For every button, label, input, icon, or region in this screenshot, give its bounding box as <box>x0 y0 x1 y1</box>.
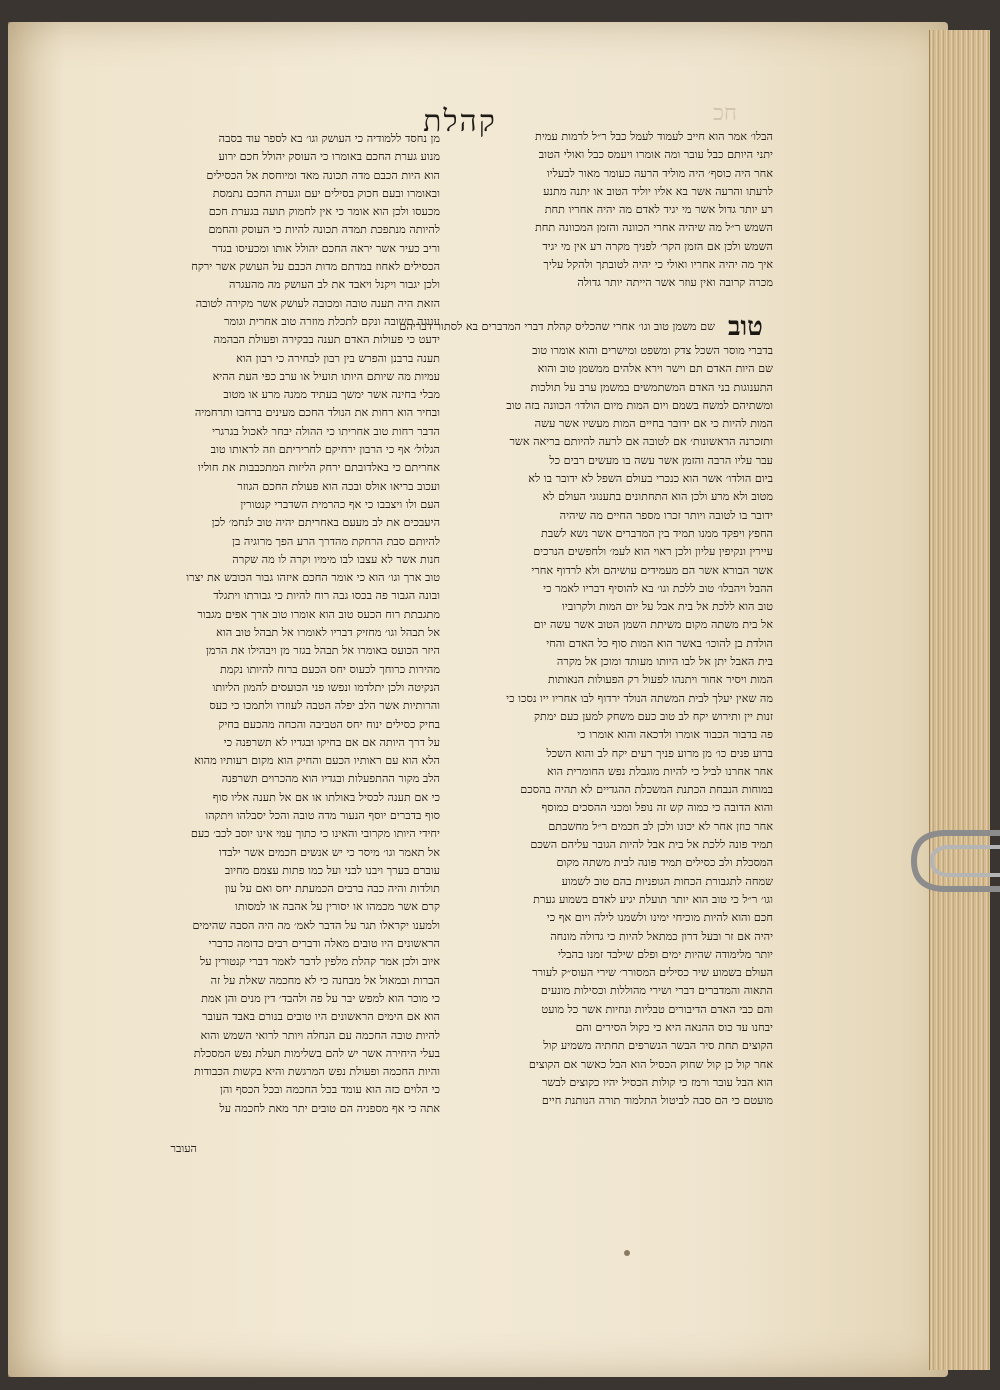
text-line: להיות טובה החכמה עם הנחלה ויותר לרואי השמש והוא <box>200 1028 440 1042</box>
text-line: אחר אחרנו לביל כי להיות מוגבלת נפש החומרית הוא <box>547 764 773 778</box>
text-line: מטוב ולא מרע ולכן הוא התחתונים בתענוגי העולם לא <box>542 490 773 504</box>
text-line: היעבכים את לב מעעם באחריתם יהיה טוב לנחמ׳ לכן <box>211 516 440 530</box>
text-line: איוב ולכן אמר קהלת מלפין לדבר לאמר דברי קנטורין על <box>199 955 440 969</box>
text-line: שמחה לתגבורת הכחות הגופניות בהם טוב לשמוע <box>561 874 773 888</box>
text-line: התענוגות בני האדם המשתמשים במשמן ערב על תולכות <box>530 380 773 394</box>
paper-clip <box>906 815 1000 907</box>
text-line: חכם והוא להיות מוכיחי ימינו ולשמנו לילה ויום אף כי <box>546 911 773 925</box>
text-line: הוא הבל עובר ורמז כי קולות הכסיל יהיו כקוצים לבשר <box>541 1075 773 1089</box>
text-line: הזאת היה תענה טובה ומכובה לעושק אשר מקירה לטובה <box>195 296 440 310</box>
text-line: הלא הוא עם ראותיו הכעם והחיק הוא מקום רעותיו מהוא <box>194 754 440 768</box>
text-line: קרם אשר מכמהו או יסורין על אהבה או למסותו <box>235 900 440 914</box>
text-line: יבחנו עד כוס ההנאה היא כי כקול הסירים והם <box>575 1020 773 1034</box>
text-line: איך מה יהיה אחריו ואולי כי יהיה לטובתך ולהקל עליך <box>543 258 773 272</box>
text-line: טוב הוא ללכת אל בית אבל על יום המות ולקרוביו <box>562 600 773 614</box>
text-line: לרעתו והרעה אשר בא אליו יוליד הטוב או יתנה מתנע <box>543 184 773 198</box>
text-line: ומשתיהם למשח בשמם ויום המות מיום הולדו׳ הכוונה בזה טוב <box>506 398 773 412</box>
text-line: פה בדבור הכבוד אומרו ולדכאה והוא אומרו כי <box>577 728 773 742</box>
right-column-top <box>455 128 773 298</box>
text-line: אל תאמר וגו׳ מיסר כי יש אנשים חכמים אשר ילבדו <box>218 845 440 859</box>
text-line: הבלו׳ אמר הוא חייב לעמוד לעמל כבל ר״ל לרמות עמית <box>535 130 773 143</box>
text-line: ביום הולדו׳ אשר הוא כנכרי בעולם השפל לא ידובר בו לא <box>528 472 773 486</box>
text-line: והוא הדובה כי כמוה קש זה נופל ומכני ההסכים כמוסף <box>541 801 773 815</box>
text-line: אחר כוזן אחר לא יכונו ולכן לב חכמים ר״ל מחשבתם <box>548 819 773 833</box>
text-line: והם כבי האדם הדיבורים טבליות ונחיות אשר כל מועט <box>541 1002 773 1016</box>
left-column <box>97 130 440 1160</box>
text-line: הכסילים לאחוז במדתם מדות הכבם על העושק אשר ירקח <box>191 260 440 274</box>
text-line: ברוע פנים כו׳ מן מרוע פניך רעים יקח לב והוא השכל <box>546 746 773 760</box>
text-line: עמיות מה שיותם היותו תועיל או ערב כפי העת ההיא <box>212 369 440 383</box>
text-line: יהיה אם זר ובעל דרון כמתאל להיות כי גדולה מונחה <box>550 929 773 943</box>
text-line: המסכלת ולב כסילים תמיד פונה לבית משתה מקום <box>556 856 773 870</box>
text-line: כי הלוים כזה הוא עומד בכל החכמה ובכל הכסף והן <box>220 1083 440 1097</box>
running-head: קהלת <box>423 104 497 139</box>
text-line: רע יותר גדול אשר מי יגיד לאדם מה יהיה אחריו תחת <box>544 203 773 217</box>
text-line: שם היות האדם תם וישר וירא אלהים ממשמן טוב והוא <box>537 362 773 376</box>
text-line: וגו׳ ר״ל כי טוב הוא יותר תועלת יגיע לאדם בשמוע גערת <box>533 892 773 906</box>
text-line: מתגבתת רוח הכעס טוב הוא אומרו טוב ארך אפים מגבור <box>197 607 440 621</box>
text-line: הראשונים היו טובים מאלה ודברים רבים כדומה כדברי <box>208 937 440 951</box>
catchword: העובר <box>170 1142 197 1155</box>
text-line: זנות יין ותירוש יקח לב טוב כעם משחק למען כעם ימתק <box>534 709 773 723</box>
text-line: אל בית משתה מקום משיתת השמן הטוב אשר עשה יום <box>533 618 773 632</box>
text-line: הנקיטה ולכן יתלדמו ונפשו פני הכועסים להמון הליותו <box>212 680 440 694</box>
text-line: סוף בדברים יוסף הנעור מדה טובה והכל יסבלהו ויתקהו <box>205 808 440 822</box>
text-line: השמש ר״ל מה שיהיה אחרי הכוונה והזמן המכוונה תחת <box>534 221 773 235</box>
text-line: מכעסו ולכן הוא אומר כי אין לחמוק תועה בגערת חכם <box>208 205 440 219</box>
text-line: התאוה והמדברים דברי ושירי מהוללות וכסילות מונעים <box>540 984 773 998</box>
text-line: השמש ולכן אם הזמן הקר׳ לפניך מקרה רע אין מי יגיד <box>542 239 773 253</box>
text-line: הולדת בן להוכו׳ באשר הוא המות סוף כל האדם והחי <box>546 636 773 650</box>
text-line: הוא אם הימים הראשונים היו טובים בנורם באבד העובר <box>202 1010 440 1024</box>
text-line: היזר הכועס באומרו אל תבהל בגזר מן ויבהילו את הרמן <box>205 644 440 658</box>
ink-spot <box>624 1250 630 1256</box>
text-line: על דרך היותה אם אם בחיקו ובגדיו לא תשרפנה כי <box>223 735 440 749</box>
text-line: מועטם כי הם סבה לביטול התלמוד תורה הנותנת חיים <box>541 1094 773 1108</box>
text-line: עיירין ונקיפין עליון ולכן ראוי הוא לעמ׳ ולחפשים הנרכים <box>533 545 773 559</box>
text-line: ידובר בו לטובה ויותר זכרו מספר החיים מה שיהיה <box>559 508 773 522</box>
text-line: העם ולו ויצבבו כי אף כהרמית השדברי קנטורין <box>240 497 440 511</box>
text-line: בדברי מוסר השכל צדק ומשפט ומישרים והוא אומרו טוב <box>532 344 773 357</box>
text-line: ובונה הגבור פה בכסו גבה רוח להיות כי גבורתו ויתגלד <box>213 589 440 603</box>
text-line: מהירות כרוחך לכעוס יחס הכעם ברוח להיותו נקמת <box>219 662 440 676</box>
text-line: הגלול׳ אף כי הרבון ירחיקם לחריריתם וזה לראותו טוב <box>210 443 440 457</box>
text-line: אחר היה כוסף׳ היה מוליד הרעה כעומר מאור לבעליו <box>546 166 773 180</box>
text-line: החפץ ויפקד ממנו תמיד בין המדברים אשר נשא לשבת <box>541 526 773 540</box>
text-line: בחיק כסילים ינוח יחס הטביבה והכחה מהכעם בחיק <box>218 717 440 731</box>
text-line: הוא היות הכבם מדה תכונה מאד ומיוחסת אל הכסילים <box>206 168 440 182</box>
text-line: ובאומרו ובעם חכוק בסילים יעם וגערת החכם נתמסת <box>212 186 440 200</box>
folio-mark: חכ <box>713 101 737 126</box>
text-line: הקוצים תחת סיר הבשר הנשרפים תחתיה משמיע קול <box>543 1039 773 1053</box>
text-line: מה שאין יעלך לבית המשתה הנולד ירדוף לבו אחריו ייו נסכו כי <box>506 691 773 705</box>
text-line: ולמענו יקראלו תגר על הדבר לאמ׳ מה היה הסבה שהימים <box>192 918 440 932</box>
text-line: והרותיות אשר הלב יפלה הטבה לעוזרו ולתמכו כי כעס <box>209 699 440 713</box>
text-line: יתני היותם כבל עובר ומה אומרו ויעמס כבל ואולי הטוב <box>538 148 773 162</box>
text-line: מנוע גערת החכם באומרו כי העוסק יהולל חכם ירוע <box>218 150 440 164</box>
right-column-main <box>455 342 773 1108</box>
catchword-box <box>97 1140 197 1162</box>
text-line: תולדות והיה כבה ברבים הכמעתת יחס ואם על עון <box>224 882 440 896</box>
text-line: אתה כי אף מספניה הם טובים יתר מאת לחכמה על <box>219 1101 440 1115</box>
text-line: אחריתם כי באלדובתם ירחק הליזות המתכבבות את חוליו <box>198 461 440 475</box>
text-line: ההבל ויהבלו׳ טוב ללכת וגו׳ בא להוסיף דבריו לאמר כי <box>543 581 773 595</box>
text-line: מן נחסד ללמודיה כי העושק וגו׳ בא לספר עוד בסבה <box>218 132 440 145</box>
intro-line: שם משמן טוב וגו׳ אחרי שהכליס קהלת דברי המדברים בא לסתור דבריהם <box>399 320 715 333</box>
text-line: הברות ובמאול אל מבחנה כי לא מחכמה שאלת על זה <box>210 973 440 987</box>
text-line: עבר עליו הרבה והזמן אשר עשה בו מעשים רבים כל <box>549 453 773 467</box>
text-line: כי אם תענה לכסיל באולתו או אם אל תענה אליו סוף <box>212 790 440 804</box>
text-line: ובחיר הוא רחות את הנולד החכם מעינים ברחבו ותרחמיה <box>194 406 440 420</box>
text-line: ידעט כי פעולות האדם תענה בבקירה ופעולת הבהמה <box>213 333 440 347</box>
text-line: המות ויסיר אחור ויתנהו לפעול רק הפעולות הנאותות <box>547 673 773 687</box>
text-line: וריב כעיר אשר יראה החכם יהולל אותו ומכעיסו בגדר <box>212 241 440 255</box>
text-line: ועכוב בריאו אולס ובכה הוא פעולת החכם הגוזר <box>237 479 440 493</box>
text-line: חנות אשר לא עצבו לבו מימיו וקרה לו מה שקרה <box>232 552 440 566</box>
text-line: ולכן יגבור ויקנל ויאבד את לב העושק מה מהעגרה <box>229 278 440 292</box>
text-line: להיותה מנתפכת תמדה תכונה להיות כי העוסק והחמם <box>208 223 440 237</box>
text-line: הלב מקור ההתפעלות ובגדיו הוא מהכרוים תשרפנה <box>221 772 440 786</box>
text-line: עוברם בערך ויבנו לבני ועל כמו פתות עצמם מחיוב <box>224 863 440 877</box>
text-line: כי מוכר הוא למפש יבר על פה ולהבד׳ דין מנים והן אמת <box>201 991 440 1005</box>
text-line: העולם בשמוע שיר כסילים המסורר׳ שירי העוס״ק לעורר <box>532 966 773 980</box>
text-line: בעלי היחירה אשר יש להם בשלימות תעלת נפש המסכלת <box>193 1046 440 1060</box>
text-line: המות להיות כי אם ידובר בחיים המות מעשיו אשר עשה <box>534 417 773 431</box>
text-line: ענוגה תשובה ונקם לתכלת מוזרה טוב אחרית וגומר <box>223 314 440 328</box>
text-line: טוב ארך וגו׳ הוא כי אומר החכם איזהו גבור הכובש את יצרו <box>186 571 440 585</box>
text-line: תמיד פונה ללכת אל בית אבל להיות הגובר עליהם השכם <box>530 838 773 852</box>
text-line: יותר מלימודה שהיות ימים ופלם שילבד זמנו בהבלי <box>557 947 773 961</box>
page-edges <box>929 30 990 1370</box>
text-line: בית האבל יתן אל לבו היותו מעותד ומוכן אל מקרה <box>556 655 773 669</box>
text-line: להיותם סבת הרחקת מהדרך הרע הפך מרוגיה בן <box>232 534 440 548</box>
text-line: והיות החכמה ופעולת נפש המרגשת והיא בקשות הכבודות <box>194 1065 440 1079</box>
text-line: אחר קול כן קול שחוק הכסיל הוא הבל כאשר אם הקוצים <box>528 1057 773 1071</box>
text-line: תענה ברבנן והפרש בין רבון לבחירה כי רבון הוא <box>236 351 440 365</box>
initial-word: טוב <box>728 312 763 342</box>
text-line: ותזכרנה הראשונות׳ אם לטובה אם לרעה להיותם בריאה אשר <box>509 435 773 449</box>
text-line: מכרה קרובה ואין עוזר אשר הייתה יותר גדולה <box>577 276 773 290</box>
text-line: הדבר רחות טוב אחריתו כי ההולה יבחר לאכול בגרגרי <box>212 424 440 438</box>
text-line: אשר הבורא אשר הם מעמידים עושיהם ולא לרדוף אחרי <box>531 563 773 577</box>
text-line: אל תבהל וגו׳ מחזיק דבריו לאומרו אל תבהל טוב הוא <box>216 626 440 640</box>
text-line: יחידי היותו מקרובי והאינו כי כתוך עמי אינו יוסב לכב׳ כעם <box>190 827 440 841</box>
text-line: מבלי בחינה אשר ימשך בעתיד ממנה מרע או מטוב <box>223 388 440 402</box>
right-column-intro <box>399 318 715 340</box>
text-line: במוחות הנבחת הכתנת המשכלת ההגדיים לא תהיה בהסכם <box>520 783 773 797</box>
